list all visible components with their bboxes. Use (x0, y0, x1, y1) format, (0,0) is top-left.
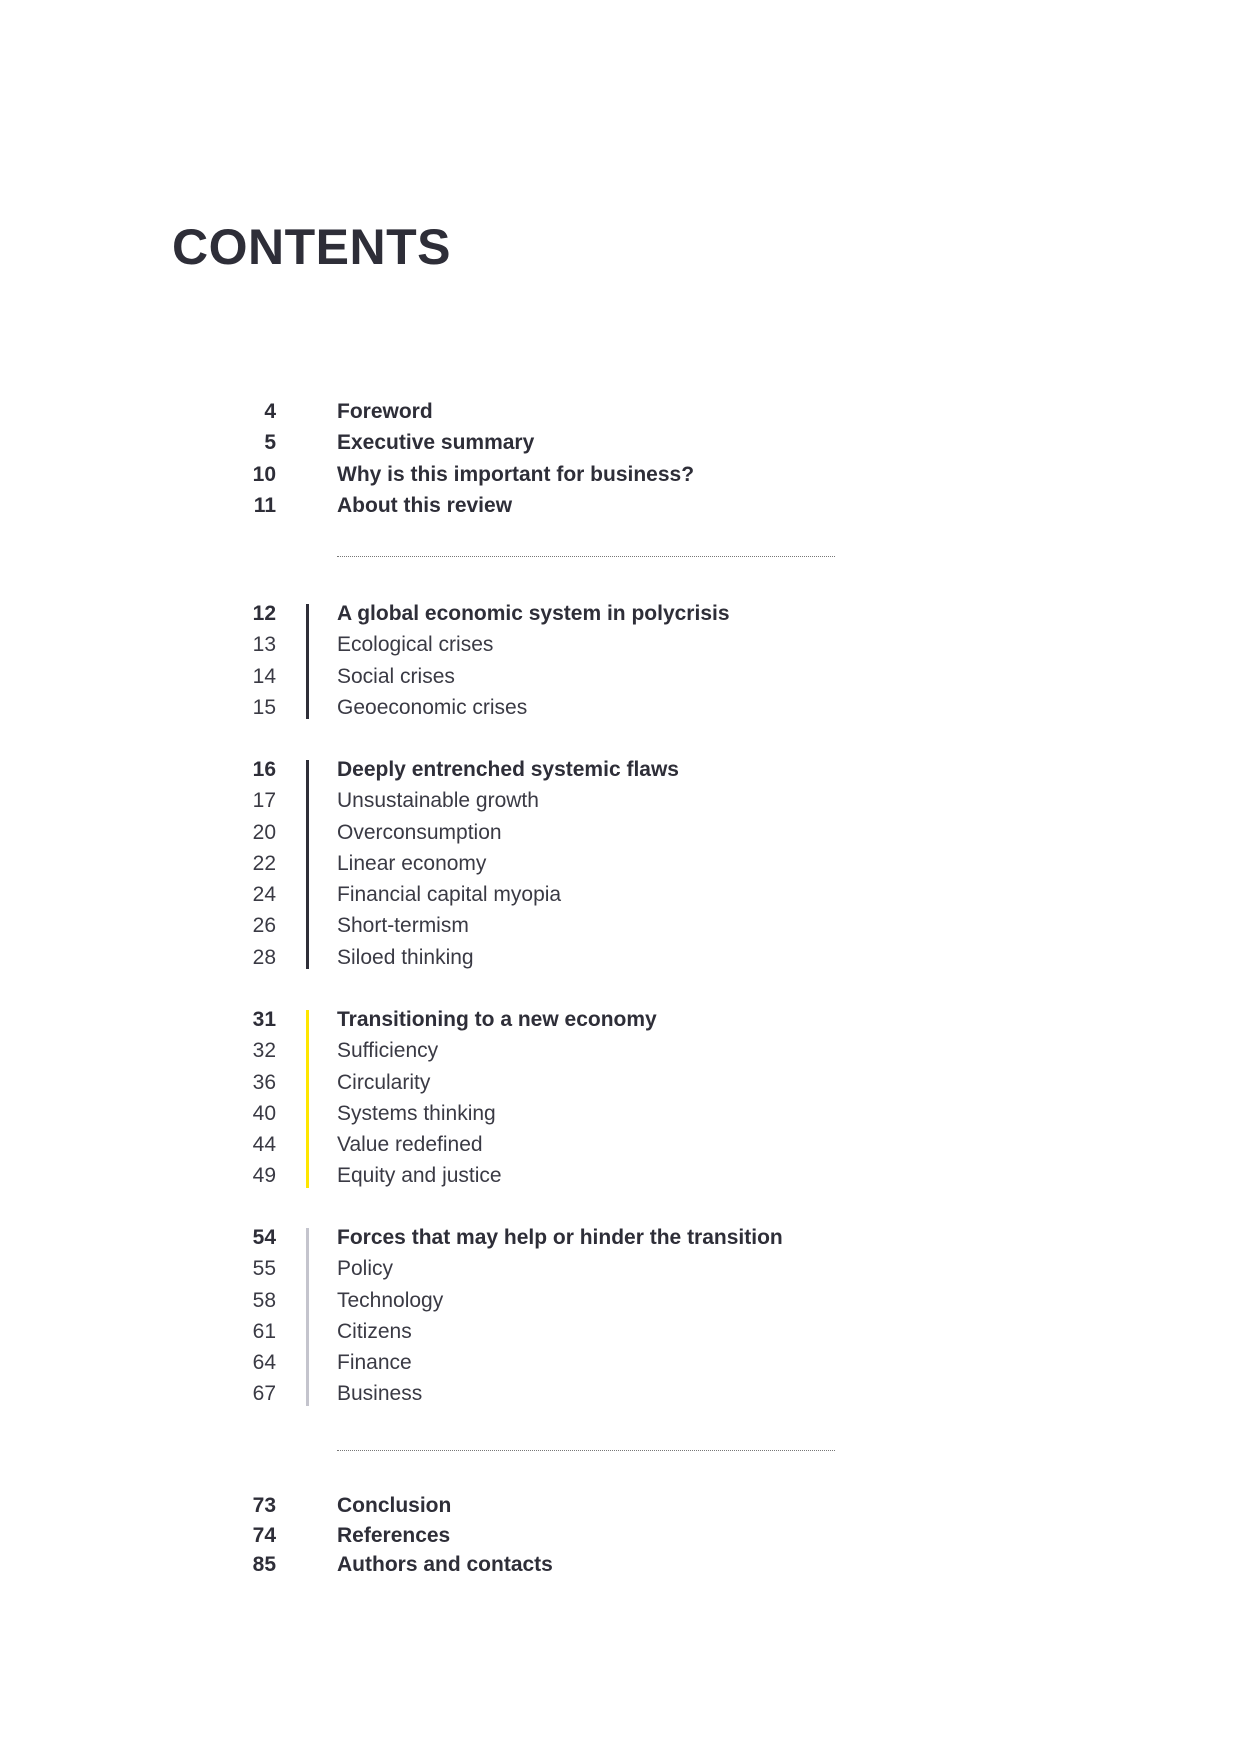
entry-label: Unsustainable growth (337, 789, 539, 813)
page-number: 26 (252, 914, 276, 938)
divider (337, 1450, 835, 1451)
section-heading[interactable] (0, 1004, 1240, 1035)
page-number: 73 (252, 1494, 276, 1517)
entry-label: Linear economy (337, 851, 487, 875)
page-number: 49 (252, 1164, 276, 1188)
section-heading[interactable] (0, 1222, 1240, 1253)
entry-label: Transitioning to a new economy (337, 1008, 657, 1031)
toc-entry[interactable] (0, 427, 1240, 458)
page-number: 67 (252, 1382, 276, 1406)
toc-entry[interactable] (0, 396, 1240, 427)
entry-label: Ecological crises (337, 633, 494, 657)
toc-subentry[interactable] (0, 785, 1240, 816)
section-group (0, 754, 1240, 973)
toc-subentry[interactable] (0, 1378, 1240, 1409)
page-number: 11 (253, 493, 276, 517)
entry-label: Deeply entrenched systemic flaws (337, 758, 679, 781)
entry-label: Systems thinking (337, 1101, 496, 1125)
entry-label: Financial capital myopia (337, 883, 562, 907)
toc-entry[interactable] (0, 1520, 1240, 1550)
toc-subentry[interactable] (0, 910, 1240, 941)
toc-entry[interactable] (0, 1490, 1240, 1520)
entry-label: Executive summary (337, 431, 535, 455)
page-number: 64 (252, 1351, 276, 1375)
toc-subentry[interactable] (0, 1316, 1240, 1347)
entry-label: References (337, 1523, 451, 1547)
entry-label: Circularity (337, 1070, 431, 1094)
entry-label: Authors and contacts (337, 1553, 553, 1576)
entry-label: About this review (337, 493, 513, 517)
section-heading[interactable] (0, 754, 1240, 785)
page-number: 13 (252, 633, 276, 657)
page-number: 32 (252, 1039, 276, 1063)
section-group (0, 1222, 1240, 1410)
toc-subentry[interactable] (0, 879, 1240, 910)
page-number: 40 (252, 1101, 276, 1125)
toc-subentry[interactable] (0, 1160, 1240, 1191)
page-title: CONTENTS (172, 219, 451, 275)
closing-list (0, 1490, 1240, 1579)
toc-subentry[interactable] (0, 942, 1240, 973)
entry-label: Overconsumption (337, 820, 502, 844)
entry-label: Geoeconomic crises (337, 695, 528, 719)
entry-label: Foreword (337, 400, 433, 423)
toc-subentry[interactable] (0, 848, 1240, 879)
page-number: 16 (252, 758, 276, 781)
entry-label: Conclusion (337, 1494, 452, 1517)
toc-subentry[interactable] (0, 1035, 1240, 1066)
page-number: 74 (252, 1523, 276, 1547)
page-number: 10 (252, 462, 276, 486)
toc-subentry[interactable] (0, 661, 1240, 692)
toc-subentry[interactable] (0, 1347, 1240, 1378)
entry-label: Citizens (337, 1319, 412, 1343)
entry-label: Equity and justice (337, 1164, 502, 1188)
toc-subentry[interactable] (0, 1253, 1240, 1284)
intro-list (0, 396, 1240, 521)
entry-label: Forces that may help or hinder the transition (337, 1226, 783, 1249)
page-number: 24 (252, 883, 276, 907)
entry-label: Sufficiency (337, 1039, 439, 1063)
page-number: 54 (252, 1226, 276, 1249)
divider (337, 556, 835, 557)
toc-subentry[interactable] (0, 1285, 1240, 1316)
entry-label: Siloed thinking (337, 945, 474, 969)
entry-label: Short-termism (337, 914, 469, 938)
toc-subentry[interactable] (0, 1067, 1240, 1098)
page-number: 17 (252, 789, 276, 813)
toc-subentry[interactable] (0, 1098, 1240, 1129)
entry-label: Business (337, 1382, 423, 1406)
page-number: 36 (252, 1070, 276, 1094)
toc-subentry[interactable] (0, 692, 1240, 723)
entry-label: Social crises (337, 664, 455, 688)
page-number: 4 (264, 400, 276, 423)
entry-label: A global economic system in polycrisis (337, 602, 730, 625)
page-number: 12 (252, 602, 276, 625)
page-number: 85 (252, 1553, 276, 1576)
page-number: 58 (252, 1288, 276, 1312)
entry-label: Why is this important for business? (337, 462, 695, 486)
toc-subentry[interactable] (0, 817, 1240, 848)
page-number: 31 (252, 1008, 276, 1031)
page-number: 28 (252, 945, 276, 969)
toc-entry[interactable] (0, 490, 1240, 521)
page-number: 22 (252, 851, 276, 875)
page-number: 14 (252, 664, 276, 688)
toc-entry[interactable] (0, 1549, 1240, 1579)
page-number: 61 (252, 1319, 276, 1343)
page-number: 55 (252, 1257, 276, 1281)
entry-label: Finance (337, 1351, 412, 1375)
toc-entry[interactable] (0, 459, 1240, 490)
page-number: 20 (252, 820, 276, 844)
entry-label: Policy (337, 1257, 394, 1281)
page-number: 44 (252, 1133, 276, 1157)
toc-subentry[interactable] (0, 629, 1240, 660)
section-heading[interactable] (0, 598, 1240, 629)
page-number: 15 (252, 695, 276, 719)
entry-label: Technology (337, 1288, 444, 1312)
section-group (0, 598, 1240, 723)
toc-subentry[interactable] (0, 1129, 1240, 1160)
page-number: 5 (264, 431, 276, 455)
section-group (0, 1004, 1240, 1192)
entry-label: Value redefined (337, 1133, 483, 1157)
